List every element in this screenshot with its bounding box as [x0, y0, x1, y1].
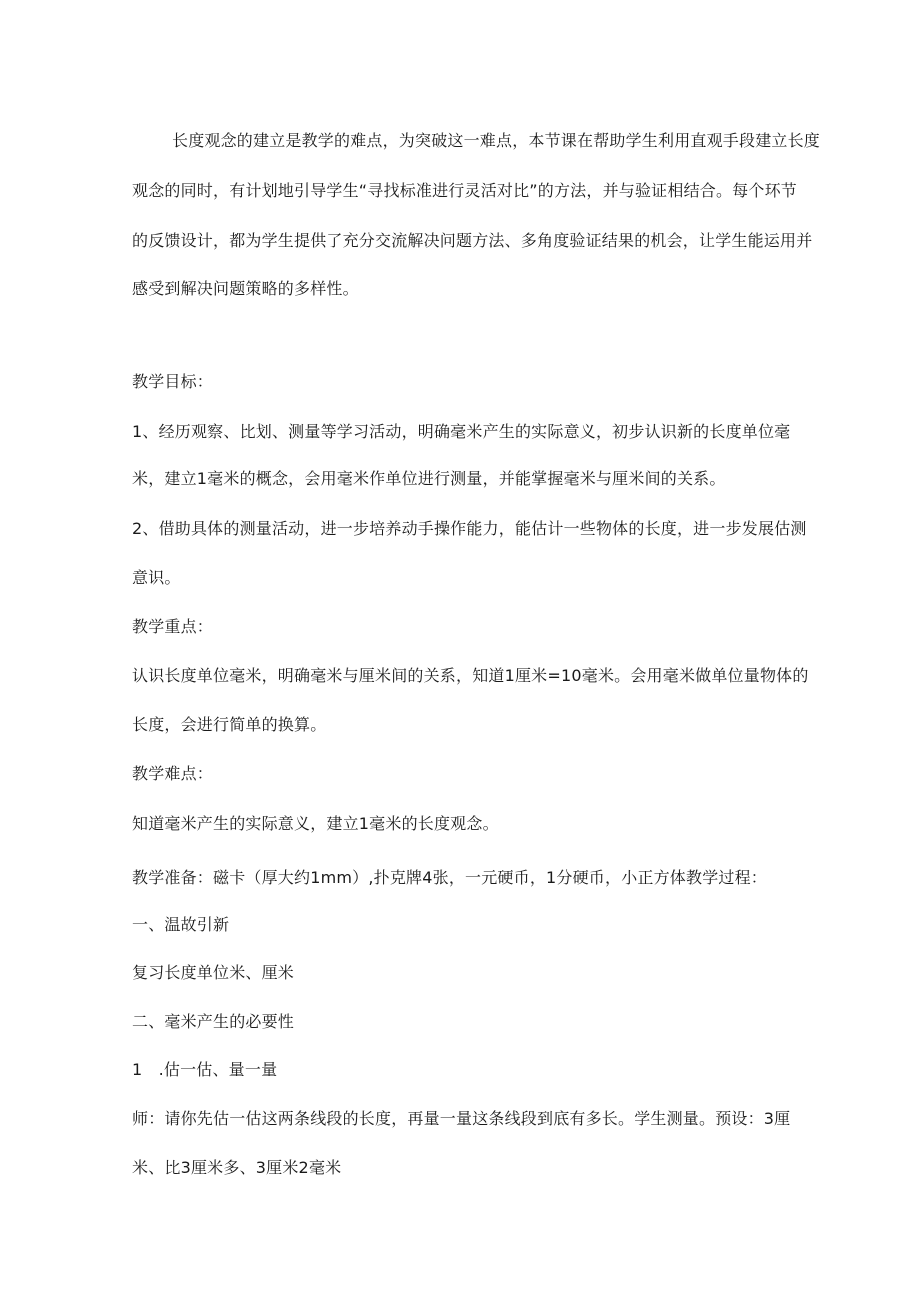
intro-line-4: 感受到解决问题策略的多样性。	[132, 279, 359, 298]
key-points-line-1: 认识长度单位毫米，明确毫米与厘米间的关系，知道1厘米=10毫米。会用毫米做单位量物体的	[132, 666, 809, 685]
teacher-line-1: 师：请你先估一估这两条线段的长度，再量一量这条线段到底有多长。学生测量。预设：3厘	[132, 1109, 791, 1128]
difficulty-line-1: 知道毫米产生的实际意义，建立1毫米的长度观念。	[132, 814, 499, 833]
section-1-title: 一、温故引新	[132, 915, 230, 934]
goal-2-line-1: 2、借助具体的测量活动，进一步培养动手操作能力，能估计一些物体的长度，进一步发展估测	[132, 519, 807, 538]
subsection-1-title: 1 .估一估、量一量	[132, 1060, 278, 1079]
teacher-line-2: 米、比3厘米多、3厘米2毫米	[132, 1158, 342, 1177]
preparation-line: 教学准备：磁卡（厚大约1mm）,扑克牌4张，一元硬币，1分硬币，小正方体教学过程：	[132, 868, 767, 887]
key-points-line-2: 长度，会进行简单的换算。	[132, 715, 327, 734]
goal-1-line-2: 米，建立1毫米的概念，会用毫米作单位进行测量，并能掌握毫米与厘米间的关系。	[132, 469, 726, 488]
intro-line-3: 的反馈设计，都为学生提供了充分交流解决问题方法、多角度验证结果的机会，让学生能运用并	[132, 231, 813, 250]
section-1-body: 复习长度单位米、厘米	[132, 963, 295, 982]
difficulty-heading: 教学难点：	[132, 764, 214, 783]
goal-1-line-1: 1、经历观察、比划、测量等学习活动，明确毫米产生的实际意义，初步认识新的长度单位毫	[132, 422, 791, 441]
goal-2-line-2: 意识。	[132, 568, 181, 587]
section-2-title: 二、毫米产生的必要性	[132, 1012, 295, 1031]
key-points-heading: 教学重点：	[132, 617, 214, 636]
intro-line-1: 长度观念的建立是教学的难点，为突破这一难点，本节课在帮助学生利用直观手段建立长度	[172, 131, 821, 150]
goals-heading: 教学目标：	[132, 372, 214, 391]
intro-line-2: 观念的同时，有计划地引导学生“寻找标准进行灵活对比”的方法，并与验证相结合。每个环节	[132, 181, 797, 200]
